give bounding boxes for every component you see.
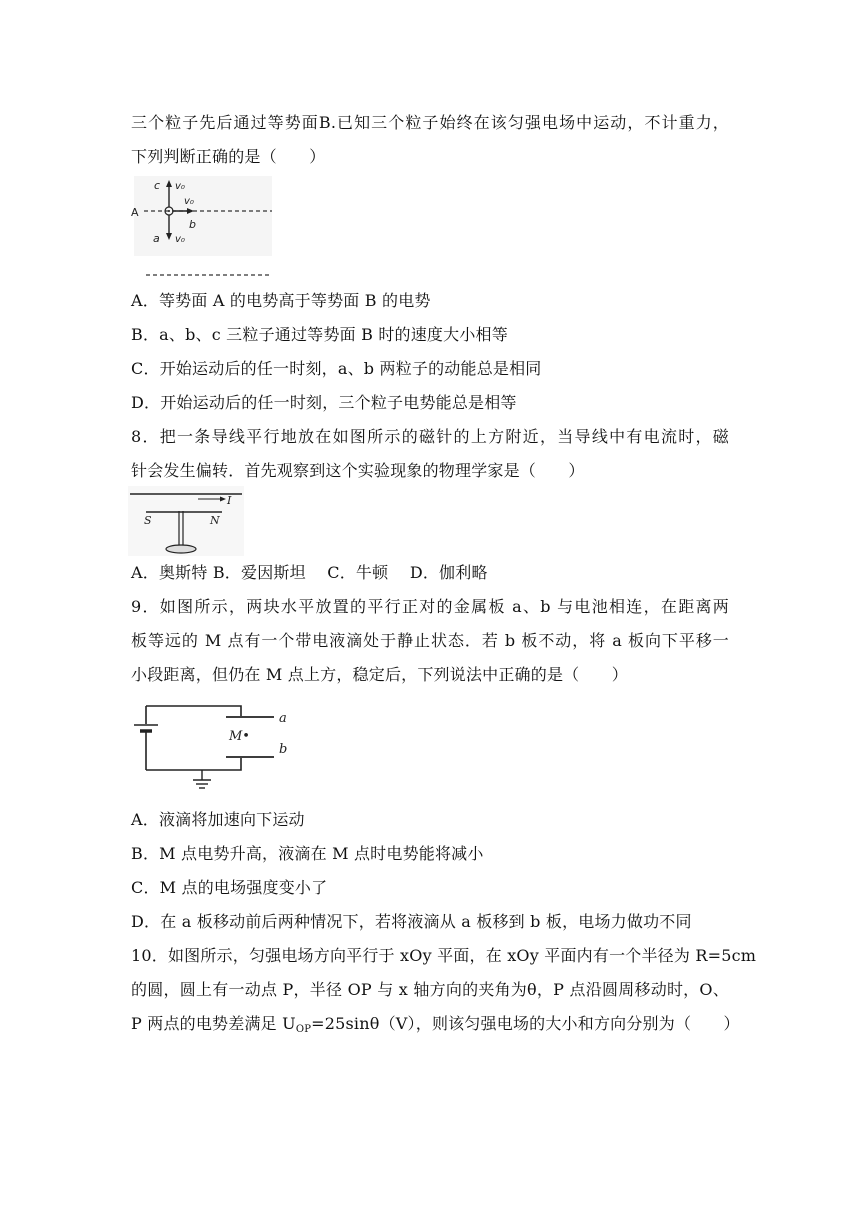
- q7-stem-line2: 下列判断正确的是（ ）: [131, 147, 326, 166]
- q9-stem-line1: 9．如图所示，两块水平放置的平行正对的金属板 a、b 与电池相连，在距离两: [131, 597, 729, 616]
- q9-stem-line3: 小段距离，但仍在 M 点上方，稳定后，下列说法中正确的是（ ）: [131, 665, 628, 684]
- q10-line3-sub: OP: [295, 1024, 312, 1035]
- q9-option-b: B．M 点电势升高，液滴在 M 点时电势能将减小: [131, 844, 484, 863]
- q10-stem-line3: [131, 1014, 740, 1040]
- q10-line3-post: =25sinθ（V），则该匀强电场的大小和方向分别为（ ）: [311, 1014, 740, 1033]
- label-S: S: [144, 514, 152, 527]
- q8-figure: [128, 486, 244, 556]
- q10-stem-line2: 的圆，圆上有一动点 P，半径 OP 与 x 轴方向的夹角为θ，P 点沿圆周移动时，O、: [131, 980, 729, 999]
- q8-options: A．奥斯特 B．爱因斯坦 C．牛顿 D．伽利略: [131, 563, 488, 582]
- q9-figure: [126, 696, 296, 796]
- q9-option-c: C．M 点的电场强度变小了: [131, 878, 328, 897]
- q9-option-a: A．液滴将加速向下运动: [131, 810, 305, 829]
- q7-option-a: A．等势面 A 的电势高于等势面 B 的电势: [131, 291, 431, 310]
- q8-stem-line2: 针会发生偏转．首先观察到这个实验现象的物理学家是（ ）: [131, 461, 585, 480]
- q7-option-c: C．开始运动后的任一时刻，a、b 两粒子的动能总是相同: [131, 359, 542, 378]
- q7-figure: [126, 172, 276, 282]
- q7-option-b: B．a、b、c 三粒子通过等势面 B 时的速度大小相等: [131, 325, 508, 344]
- q7-option-d: D．开始运动后的任一时刻，三个粒子电势能总是相等: [131, 393, 517, 412]
- compass-base: [166, 545, 196, 553]
- label-v0-right: v₀: [184, 196, 194, 207]
- q8-stem-line1: 8．把一条导线平行地放在如图所示的磁针的上方附近，当导线中有电流时，磁: [131, 427, 729, 446]
- label-b: b: [279, 742, 288, 757]
- label-M: M•: [229, 729, 250, 744]
- q9-option-d: D．在 a 板移动前后两种情况下，若将液滴从 a 板移到 b 板，电场力做功不同: [131, 912, 692, 931]
- label-c: c: [154, 179, 161, 192]
- q9-stem-line2: 板等远的 M 点有一个带电液滴处于静止状态．若 b 板不动，将 a 板向下平移一: [131, 631, 729, 650]
- label-v0-up: v₀: [175, 181, 185, 192]
- q10-stem-line1: 10．如图所示，匀强电场方向平行于 xOy 平面，在 xOy 平面内有一个半径为 R=5cm: [131, 946, 757, 965]
- q10-line3-pre: P 两点的电势差满足 U: [131, 1014, 296, 1033]
- label-a: a: [153, 232, 160, 245]
- label-N: N: [210, 514, 220, 527]
- label-I: I: [227, 494, 232, 507]
- label-A: A: [131, 206, 139, 219]
- label-a: a: [279, 711, 287, 726]
- label-b: b: [189, 218, 196, 231]
- label-v0-down: v₀: [175, 234, 185, 245]
- q7-stem-line1: 三个粒子先后通过等势面B.已知三个粒子始终在该匀强电场中运动，不计重力，: [131, 113, 729, 132]
